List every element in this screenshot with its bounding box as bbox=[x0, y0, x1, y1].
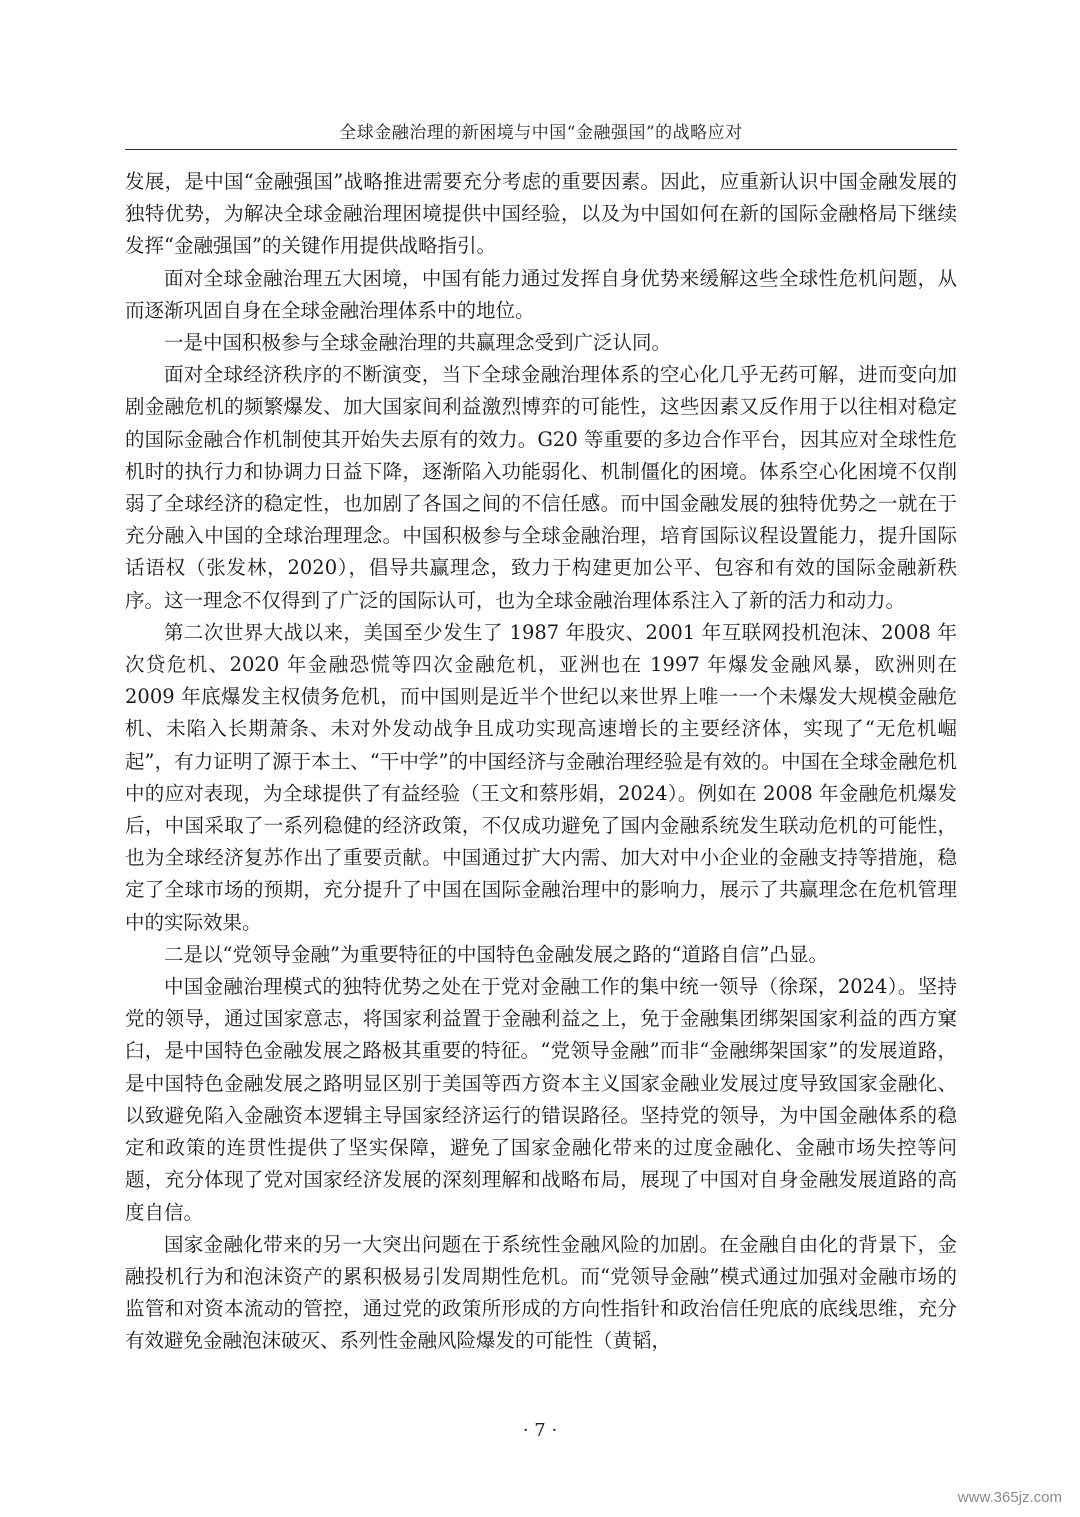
paragraph-3-heading-point-one: 一是中国积极参与全球金融治理的共赢理念受到广泛认同。 bbox=[164, 331, 672, 355]
article-body bbox=[125, 166, 957, 1358]
header-rule bbox=[125, 149, 957, 150]
paragraph-7: 中国金融治理模式的独特优势之处在于党对金融工作的集中统一领导（徐琛，2024）。坚持党的领导，通过国家意志，将国家利益置于金融利益之上，免于金融集团绑架国家利益的西方窠臼，是中国特色金融发展之路极其重要的特征。“党领导金融”而非“金融绑架国家”的发展道路，是中国特色金融发展之路明显区别于美国等西方资本主义国家金融业发展过度导致国家金融化、以致避免陷入金融资本逻辑主导国家经济运行的错误路径。坚持党的领导，为中国金融体系的稳定和政策的连贯性提供了坚实保障，避免了国家金融化带来的过度金融化、金融市场失控等问题，充分体现了党对国家经济发展的深刻理解和战略布局，展现了中国对自身金融发展道路的高度自信。 bbox=[125, 975, 957, 1224]
page-number: · 7 · bbox=[522, 1420, 558, 1441]
paragraph-6-heading-point-two: 二是以“党领导金融”为重要特征的中国特色金融发展之路的“道路自信”凸显。 bbox=[164, 942, 828, 966]
paragraph-2: 面对全球金融治理五大困境，中国有能力通过发挥自身优势来缓解这些全球性危机问题，从而逐渐巩固自身在全球金融治理体系中的地位。 bbox=[125, 266, 957, 322]
running-header: 全球金融治理的新困境与中国“金融强国”的战略应对 bbox=[339, 123, 743, 143]
paragraph-1: 发展，是中国“金融强国”战略推进需要充分考虑的重要因素。因此，应重新认识中国金融发展的独特优势，为解决全球金融治理困境提供中国经验，以及为中国如何在新的国际金融格局下继续发挥“金融强国”的关键作用提供战略指引。 bbox=[125, 170, 957, 258]
paragraph-4: 面对全球经济秩序的不断演变，当下全球金融治理体系的空心化几乎无药可解，进而变向加剧金融危机的频繁爆发、加大国家间利益激烈博弈的可能性，这些因素又反作用于以往相对稳定的国际金融合作机制使其开始失去原有的效力。G20 等重要的多边合作平台，因其应对全球性危机时的执行力和协调力日益下降，逐渐陷入功能弱化、机制僵化的困境。体系空心化困境不仅削弱了全球经济的稳定性，也加剧了各国之间的不信任感。而中国金融发展的独特优势之一就在于充分融入中国的全球治理理念。中国积极参与全球金融治理，培育国际议程设置能力，提升国际话语权（张发林，2020），倡导共赢理念，致力于构建更加公平、包容和有效的国际金融新秩序。这一理念不仅得到了广泛的国际认可，也为全球金融治理体系注入了新的活力和动力。 bbox=[125, 363, 957, 612]
paragraph-8: 国家金融化带来的另一大突出问题在于系统性金融风险的加剧。在金融自由化的背景下，金融投机行为和泡沫资产的累积极易引发周期性危机。而“党领导金融”模式通过加强对金融市场的监管和对资本流动的管控，通过党的政策所形成的方向性指针和政治信任兜底的底线思维，充分有效避免金融泡沫破灭、系列性金融风险爆发的可能性（黄韬， bbox=[125, 1232, 957, 1353]
watermark: www.365jz.com bbox=[957, 1489, 1062, 1506]
paragraph-5: 第二次世界大战以来，美国至少发生了 1987 年股灾、2001 年互联网投机泡沫、2008 年次贷危机、2020 年金融恐慌等四次金融危机，亚洲也在 1997 年爆发金融风暴，欧洲则在 2009 年底爆发主权债务危机，而中国则是近半个世纪以来世界上唯一一个未爆发大规模金融危机、未陷入长期萧条、未对外发动战争且成功实现高速增长的主要经济体，实现了“无危机崛起”，有力证明了源于本土、“干中学”的中国经济与金融治理经验是有效的。中国在全球金融危机中的应对表现，为全球提供了有益经验（王文和蔡彤娟，2024）。例如在 2008 年金融危机爆发后，中国采取了一系列稳健的经济政策，不仅成功避免了国内金融系统发生联动危机的可能性，也为全球经济复苏作出了重要贡献。中国通过扩大内需、加大对中小企业的金融支持等措施，稳定了全球市场的预期，充分提升了中国在国际金融治理中的影响力，展示了共赢理念在危机管理中的实际效果。 bbox=[125, 620, 957, 934]
